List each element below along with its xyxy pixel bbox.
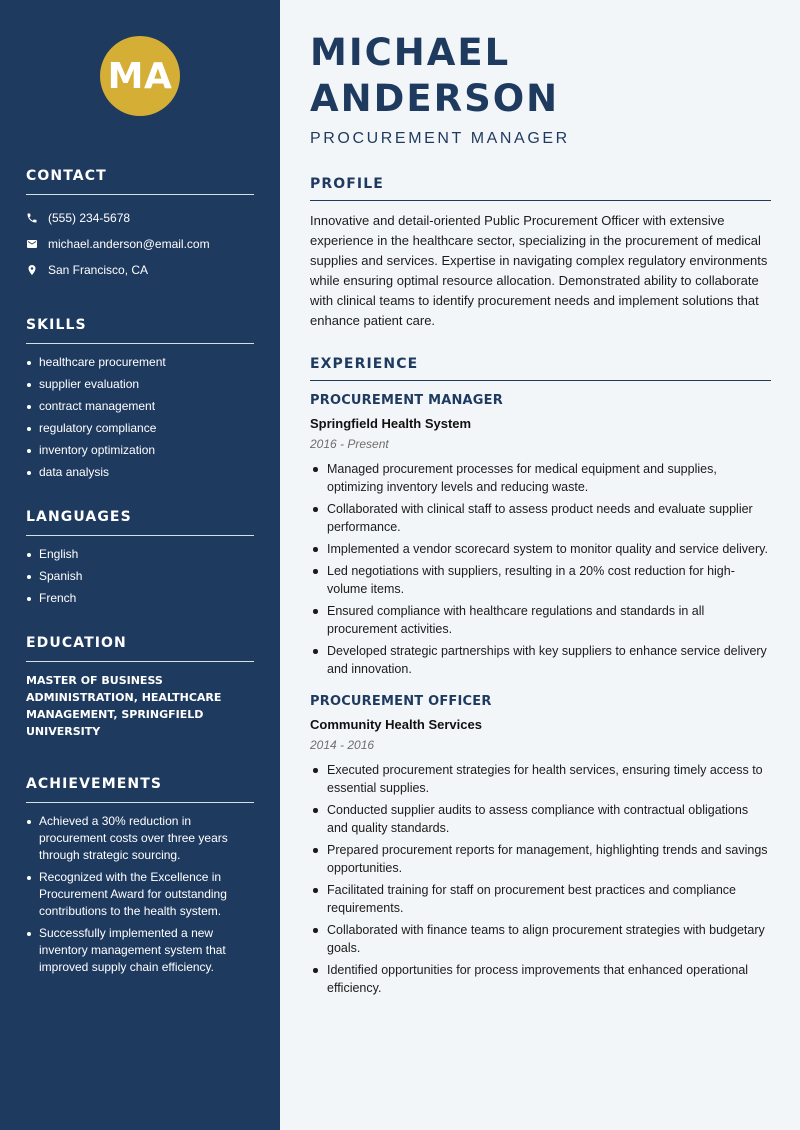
location-pin-icon <box>26 264 38 276</box>
experience-heading: EXPERIENCE <box>310 356 771 381</box>
candidate-role: PROCUREMENT MANAGER <box>310 130 570 147</box>
phone-number[interactable]: (555) 234-5678 <box>48 211 131 225</box>
skills-section <box>26 317 254 481</box>
languages-list <box>26 546 254 607</box>
achievements-list <box>26 813 254 976</box>
skill-item: regulatory compliance <box>26 420 254 437</box>
skill-item: data analysis <box>26 464 254 481</box>
duty-item: Managed procurement processes for medical equipment and supplies, optimizing inventory levels and reducing waste. <box>310 460 771 496</box>
duty-item: Executed procurement strategies for health services, ensuring timely access to essential supplies. <box>310 761 771 797</box>
job-duties <box>310 460 771 678</box>
language-item: Spanish <box>26 568 254 585</box>
candidate-name: MICHAEL ANDERSON <box>310 31 560 120</box>
contact-section <box>26 168 254 283</box>
achievement-item: Successfully implemented a new inventory management system that improved supply chain efficiency. <box>26 925 254 976</box>
contact-email <box>26 231 254 257</box>
profile-heading: PROFILE <box>310 176 771 201</box>
job-dates: 2016 - Present <box>310 437 389 451</box>
achievements-heading: ACHIEVEMENTS <box>26 776 254 803</box>
languages-section <box>26 509 254 607</box>
duty-item: Collaborated with finance teams to align procurement strategies with budgetary goals. <box>310 921 771 957</box>
duty-item: Facilitated training for staff on procurement best practices and compliance requirements. <box>310 881 771 917</box>
duty-item: Collaborated with clinical staff to assess product needs and evaluate supplier performance. <box>310 500 771 536</box>
duty-item: Identified opportunities for process improvements that enhanced operational efficiency. <box>310 961 771 997</box>
language-item: French <box>26 590 254 607</box>
duty-item: Ensured compliance with healthcare regulations and standards in all procurement activities. <box>310 602 771 638</box>
skill-item: supplier evaluation <box>26 376 254 393</box>
achievements-section <box>26 776 254 976</box>
sidebar <box>0 0 280 1130</box>
duty-item: Conducted supplier audits to assess compliance with contractual obligations and quality standards. <box>310 801 771 837</box>
contact-list <box>26 205 254 283</box>
achievement-item: Recognized with the Excellence in Procurement Award for outstanding contributions to the health system. <box>26 869 254 920</box>
email-icon <box>26 238 38 250</box>
languages-heading: LANGUAGES <box>26 509 254 536</box>
job-duties <box>310 761 771 997</box>
company-name: Community Health Services <box>310 717 482 732</box>
profile-text: Innovative and detail-oriented Public Procurement Officer with extensive experience in the healthcare sector, specializing in the procurement of medical supplies and services. Expertise in navigating complex regulatory environments while ensuring optimal resource allocation. Demonstrated ability to collaborate with clinical teams to identify procurement needs and implement solutions that enhance patient care. <box>310 213 768 328</box>
education-heading: EDUCATION <box>26 635 254 662</box>
language-item: English <box>26 546 254 563</box>
duty-item: Implemented a vendor scorecard system to monitor quality and service delivery. <box>310 540 771 558</box>
education-section <box>26 635 254 740</box>
phone-icon <box>26 212 38 224</box>
job-dates: 2014 - 2016 <box>310 738 375 752</box>
job-title: PROCUREMENT OFFICER <box>310 694 492 709</box>
contact-heading: CONTACT <box>26 168 254 195</box>
duty-item: Prepared procurement reports for management, highlighting trends and savings opportunities. <box>310 841 771 877</box>
job-title: PROCUREMENT MANAGER <box>310 393 503 408</box>
duty-item: Led negotiations with suppliers, resulting in a 20% cost reduction for high-volume items. <box>310 562 771 598</box>
job-entry <box>310 393 771 678</box>
job-entry <box>310 694 771 997</box>
avatar: MA <box>100 36 180 116</box>
duty-item: Developed strategic partnerships with key suppliers to enhance service delivery and innovation. <box>310 642 771 678</box>
company-name: Springfield Health System <box>310 416 472 431</box>
email-address[interactable]: michael.anderson@email.com <box>48 237 210 251</box>
contact-phone <box>26 205 254 231</box>
location-text: San Francisco, CA <box>48 263 149 277</box>
skill-item: contract management <box>26 398 254 415</box>
contact-location <box>26 257 254 283</box>
skill-item: inventory optimization <box>26 442 254 459</box>
achievement-item: Achieved a 30% reduction in procurement costs over three years through strategic sourcing. <box>26 813 254 864</box>
skills-heading: SKILLS <box>26 317 254 344</box>
education-degree: MASTER OF BUSINESS ADMINISTRATION, HEALTHCARE MANAGEMENT, SPRINGFIELD UNIVERSITY <box>26 674 222 738</box>
main-content <box>280 0 800 1130</box>
skill-item: healthcare procurement <box>26 354 254 371</box>
skills-list <box>26 354 254 481</box>
